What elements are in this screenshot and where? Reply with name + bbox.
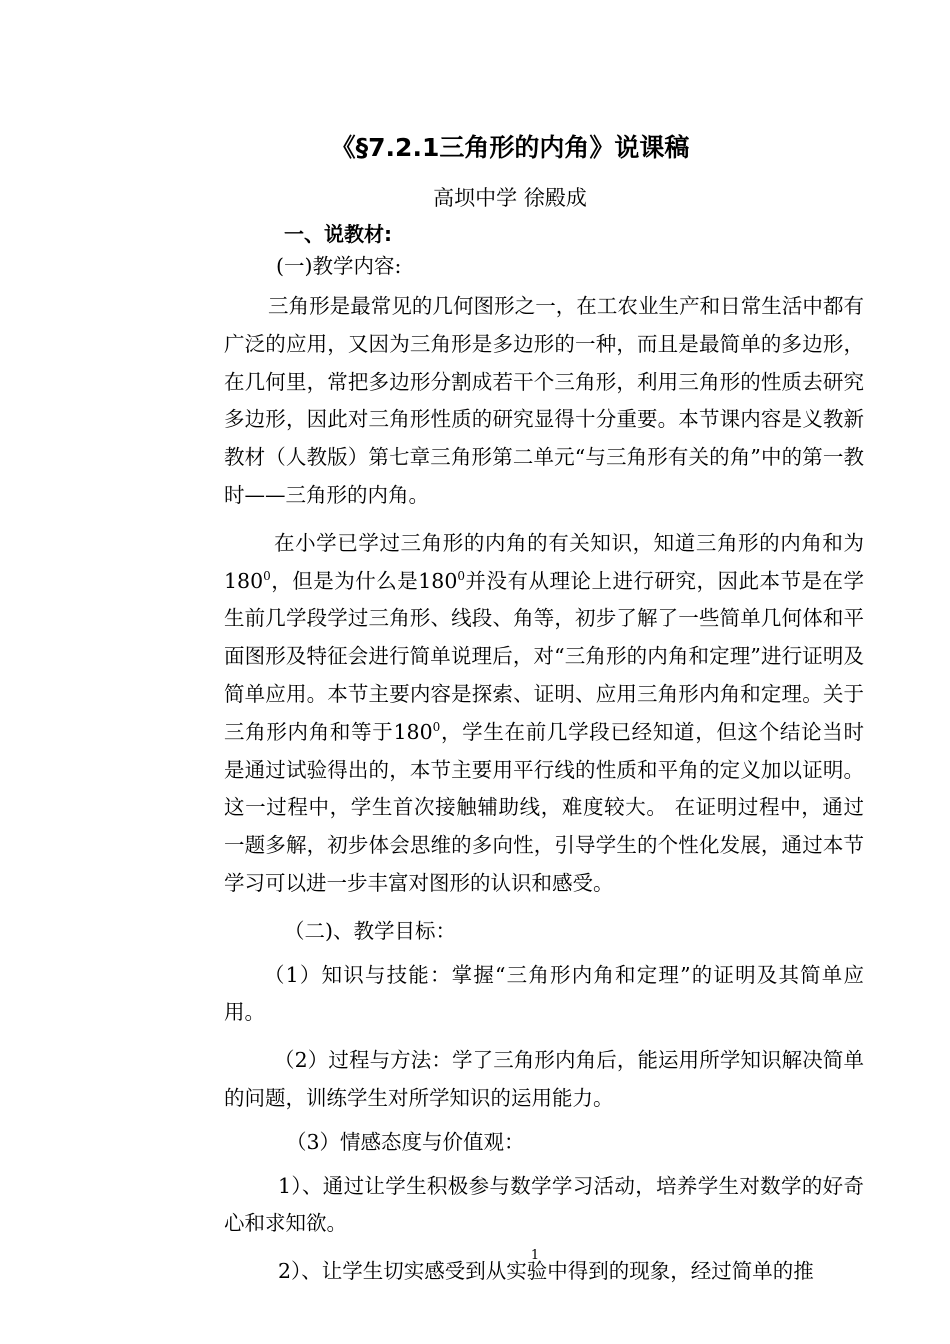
degree-superscript: 0 [263,568,271,583]
page-number: 1 [530,1248,540,1263]
section-heading-1: 一、说教材: [284,222,392,246]
document-body [224,218,864,1291]
goal-process: （2）过程与方法：学了三角形内角后，能运用所学知识解决简单的问题，训练学生对所学知识的运用能力。 [224,1048,864,1110]
attitude-item-2: 2）、让学生切实感受到从实验中得到的现象，经过简单的推 [278,1259,814,1284]
para2-text-a: 在小学已学过三角形的内角的有关知识，知道三角形的内角和为180 [224,530,864,593]
paragraph-prior-knowledge [224,525,864,903]
goal-attitude: （3）情感态度与价值观： [286,1129,525,1154]
subsection-heading-2: （二)、教学目标： [284,918,456,943]
para2-text-c: 并没有从理论上进行研究，因此本节是在学生前几学段学过三角形、线段、角等，初步了解了一些简单几何体和平面图形及特征会进行简单说理后，对“三角形的内角和定理”进行证明及简单应用。本节主要内容是探索、证明、应用三角形内角和定理。关于三角形内角和等于180 [224,568,864,744]
document-title: 《§7.2.1三角形的内角》说课稿 [330,133,690,162]
para2-text-d: ，学生在前几学段已经知道，但这个结论当时是通过试验得出的，本节主要用平行线的性质和平角的定义加以证明。这一过程中，学生首次接触辅助线，难度较大。 在证明过程中，通过一题多解，初步体会思维的多向性，引导学生的个性化发展，通过本节学习可以进一步丰富对图形的认识和感受。 [224,719,864,895]
para2-text-b: ，但是为什么是180 [270,568,458,593]
subsection-heading-1: (一)教学内容: [276,254,402,278]
author-line: 高坝中学 徐殿成 [433,186,587,210]
goal-knowledge: （1）知识与技能：掌握“三角形内角和定理”的证明及其简单应用。 [224,962,864,1025]
attitude-item-1: 1）、通过让学生积极参与数学学习活动，培养学生对数学的好奇心和求知欲。 [224,1173,864,1236]
degree-superscript: 0 [457,568,466,583]
paragraph-content: 三角形是最常见的几何图形之一，在工农业生产和日常生活中都有广泛的应用，又因为三角形是多边形的一种，而且是最简单的多边形，在几何里，常把多边形分割成若干个三角形，利用三角形的性质去研究多边形，因此对三角形性质的研究显得十分重要。本节课内容是义教新教材（人教版）第七章三角形第二单元“与三角形有关的角”中的第一教时——三角形的内角。 [224,294,864,507]
degree-superscript: 0 [432,719,441,734]
